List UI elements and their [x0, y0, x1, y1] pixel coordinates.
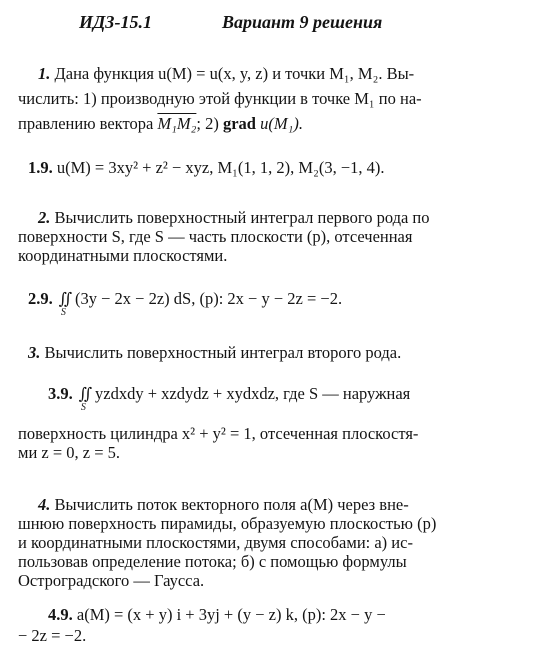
var3-text-line2: поверхность цилиндра x² + y² = 1, отсеченная плоскостя- [18, 424, 419, 443]
variant-title: Вариант 9 решения [222, 12, 383, 32]
task1-text-line3c: u(M₁). [260, 114, 303, 133]
var4-text-line2: − 2z = −2. [18, 626, 87, 645]
var1-number: 1.9. [28, 158, 53, 177]
task1-line3 [18, 116, 303, 133]
task2-text-line3: координатными плоскостями. [18, 246, 228, 265]
task4-number: 4. [38, 495, 51, 514]
task3-line [28, 345, 401, 362]
task2-text-line1: Вычислить поверхностный интеграл первого рода по [54, 208, 430, 227]
var4-number: 4.9. [48, 605, 73, 624]
var1-line [28, 160, 385, 177]
var4-formula: a(M) = (x + y) i + 3yj + (y − z) k, (p): 2x − y − [76, 605, 386, 624]
task1-number: 1. [38, 64, 51, 83]
task4-text-line4: пользовав определение потока; б) с помощью формулы [18, 552, 407, 571]
var2-number: 2.9. [28, 289, 53, 308]
task1-line1 [38, 66, 414, 83]
var3-text-line3: ми z = 0, z = 5. [18, 443, 121, 462]
var3-number: 3.9. [48, 384, 73, 403]
task2-text-line2: поверхности S, где S — часть плоскости (p), отсеченная [18, 227, 413, 246]
task1-text-line3b: ; 2) [196, 114, 219, 133]
task4-text-line2: шнюю поверхность пирамиды, образуемую плоскостью (p) [18, 514, 437, 533]
task4-text-line5: Остроградского — Гаусса. [18, 571, 205, 590]
task4-text-line1: Вычислить поток векторного поля a(M) через вне- [54, 495, 409, 514]
task4-line1 [38, 497, 409, 514]
var1-formula: u(M) = 3xy² + z² − xyz, M₁(1, 1, 2), M₂(3, −1, 4). [56, 158, 385, 177]
task2-number: 2. [38, 208, 51, 227]
var2-line [28, 289, 343, 318]
vector-m1m2: M₁M₂ [157, 114, 197, 133]
task3-number: 3. [28, 343, 41, 362]
var3-line1 [48, 384, 411, 413]
var3-formula: yzdxdy + xzdydz + xydxdz, где S — наружная [95, 384, 411, 403]
task1-text-line2: числить: 1) производную этой функции в точке M₁ по на- [18, 89, 422, 108]
var2-formula: (3y − 2x − 2z) dS, (p): 2x − y − 2z = −2. [75, 289, 343, 308]
surface-integral-symbol: ∬ S [78, 386, 90, 413]
var4-line1 [48, 607, 386, 624]
task3-text: Вычислить поверхностный интеграл второго рода. [44, 343, 402, 362]
document-code: ИДЗ-15.1 [79, 12, 152, 32]
grad-operator: grad [222, 114, 256, 133]
surface-integral-symbol: ∬ S [58, 291, 70, 318]
task1-text-line3a: правлению вектора [18, 114, 154, 133]
task4-text-line3: и координатными плоскостями, двумя способами: а) ис- [18, 533, 413, 552]
task2-line1 [38, 210, 430, 227]
task1-text-line1: Дана функция u(M) = u(x, y, z) и точки M₁, M₂. Вы- [54, 64, 415, 83]
